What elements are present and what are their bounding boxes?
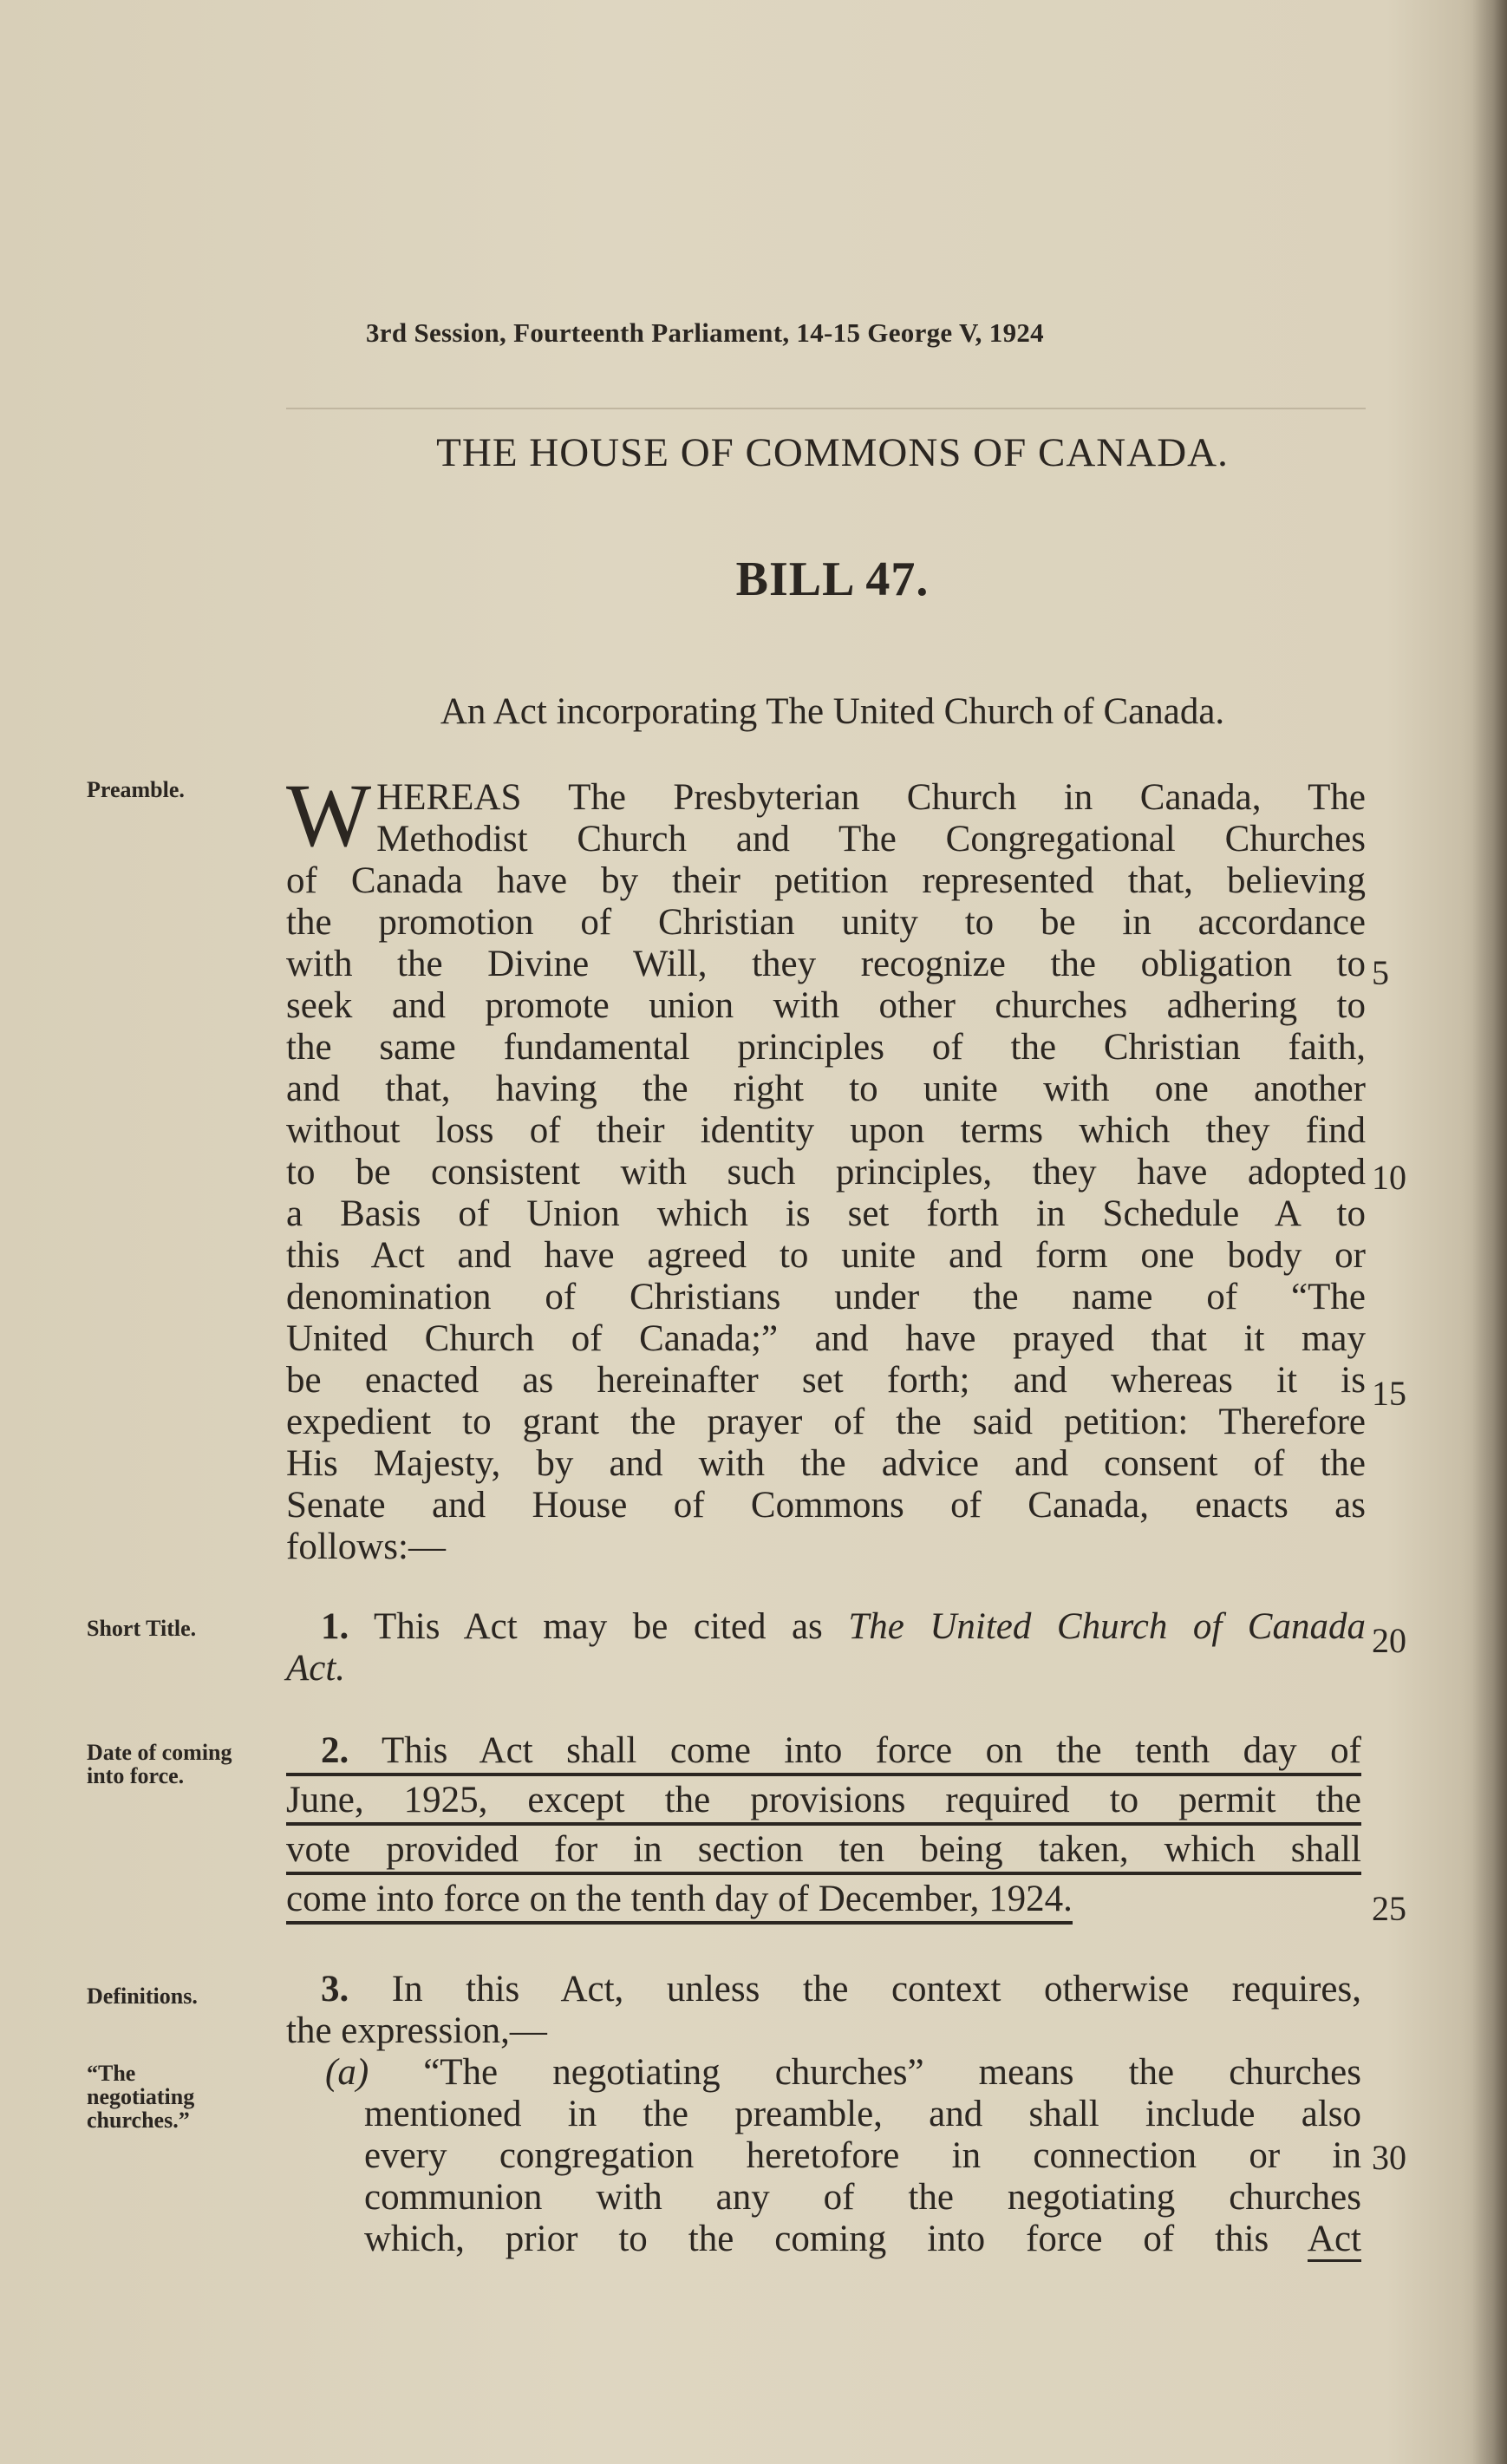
preamble-paragraph (286, 766, 1366, 1568)
page-spine-shadow (1472, 0, 1507, 2464)
act-title: An Act incorporating The United Church of Canada. (440, 691, 1225, 732)
section-2 (286, 1730, 1361, 1928)
section-1-line-2: Act. (286, 1648, 346, 1689)
section-2-line: come into force on the tenth day of December, 1924. (286, 1879, 1073, 1925)
preamble-line: this Act and have agreed to unite and form one body or (286, 1235, 1366, 1276)
preamble-line: United Church of Canada;” and have prayed that it may (286, 1318, 1366, 1359)
line-number: 20 (1372, 1621, 1406, 1660)
section-3-line-2: the expression,— (286, 2010, 547, 2051)
section-1-number: 1. (321, 1606, 349, 1647)
header-rule (286, 408, 1366, 409)
preamble-line: a Basis of Union which is set forth in Schedule A to (286, 1193, 1366, 1234)
section-1-italic-title: The United Church of Canada (848, 1606, 1366, 1647)
line-number: 10 (1372, 1158, 1406, 1197)
section-2-text: This Act shall come into force on the tenth day of (381, 1730, 1361, 1771)
definition-a-underlined-act: Act (1308, 2219, 1361, 2262)
section-3-line-1 (286, 1969, 1361, 2010)
preamble-line: the same fundamental principles of the Christian faith, (286, 1027, 1366, 1068)
definition-a-last-text: which, prior to the coming into force of this (364, 2219, 1269, 2259)
preamble-line: with the Divine Will, they recognize the obligation to (286, 944, 1366, 984)
preamble-line: Methodist Church and The Congregational Churches (376, 819, 1366, 859)
margin-note-negotiating-churches: “The negotiating churches.” (87, 2061, 195, 2133)
line-number: 25 (1372, 1889, 1406, 1928)
section-2-line-1 (286, 1730, 1361, 1776)
definition-a-last-line (364, 2219, 1361, 2260)
preamble-line: HEREAS The Presbyterian Church in Canada, The (376, 777, 1366, 818)
preamble-line: without loss of their identity upon terms which they find (286, 1110, 1366, 1151)
dropcap-letter: W (286, 766, 372, 866)
definition-a-first-line (286, 2052, 1361, 2094)
definition-a-label: (a) (325, 2052, 369, 2093)
preamble-line: of Canada have by their petition represented that, believing (286, 860, 1366, 901)
section-1 (286, 1606, 1366, 1690)
margin-note-preamble: Preamble. (87, 777, 185, 802)
preamble-line: denomination of Christians under the name of “The (286, 1277, 1366, 1317)
margin-note-definitions: Definitions. (87, 1984, 198, 2009)
preamble-line: follows:— (286, 1526, 446, 1567)
definition-a-text: “The negotiating churches” means the churches (423, 2052, 1361, 2093)
preamble-line: His Majesty, by and with the advice and consent of the (286, 1443, 1366, 1484)
section-2-line: vote provided for in section ten being taken, which shall (286, 1829, 1361, 1875)
preamble-line: and that, having the right to unite with one another (286, 1069, 1366, 1109)
preamble-line: expedient to grant the prayer of the said petition: Therefore (286, 1402, 1366, 1442)
section-1-line-1 (286, 1606, 1366, 1648)
section-2-line: June, 1925, except the provisions required to permit the (286, 1780, 1361, 1826)
line-number: 30 (1372, 2138, 1406, 2177)
section-2-number: 2. (321, 1730, 349, 1771)
section-3-text: In this Act, unless the context otherwise requires, (391, 1969, 1362, 2010)
line-number: 5 (1372, 953, 1389, 992)
definition-a-line: every congregation heretofore in connection or in (364, 2135, 1361, 2176)
session-line: 3rd Session, Fourteenth Parliament, 14-15 George V, 1924 (366, 317, 1044, 348)
section-3-number: 3. (321, 1969, 349, 2010)
house-heading: THE HOUSE OF COMMONS OF CANADA. (436, 430, 1229, 475)
section-1-text: This Act may be cited as (374, 1606, 823, 1647)
preamble-line: Senate and House of Commons of Canada, enacts as (286, 1485, 1366, 1526)
preamble-line: seek and promote union with other churches adhering to (286, 985, 1366, 1026)
definition-a-line: mentioned in the preamble, and shall include also (364, 2094, 1361, 2134)
bill-number: BILL 47. (735, 552, 930, 606)
line-number: 15 (1372, 1374, 1406, 1413)
margin-note-short-title: Short Title. (87, 1616, 197, 1641)
preamble-line: be enacted as hereinafter set forth; and whereas it is (286, 1360, 1366, 1401)
definition-a-line: communion with any of the negotiating churches (364, 2177, 1361, 2218)
preamble-line: the promotion of Christian unity to be in accordance (286, 902, 1366, 943)
margin-note-date-of-coming-into-force: Date of coming into force. (87, 1740, 232, 1788)
section-3 (286, 1969, 1361, 2260)
definition-a (286, 2052, 1361, 2260)
preamble-line: to be consistent with such principles, they have adopted (286, 1152, 1366, 1193)
